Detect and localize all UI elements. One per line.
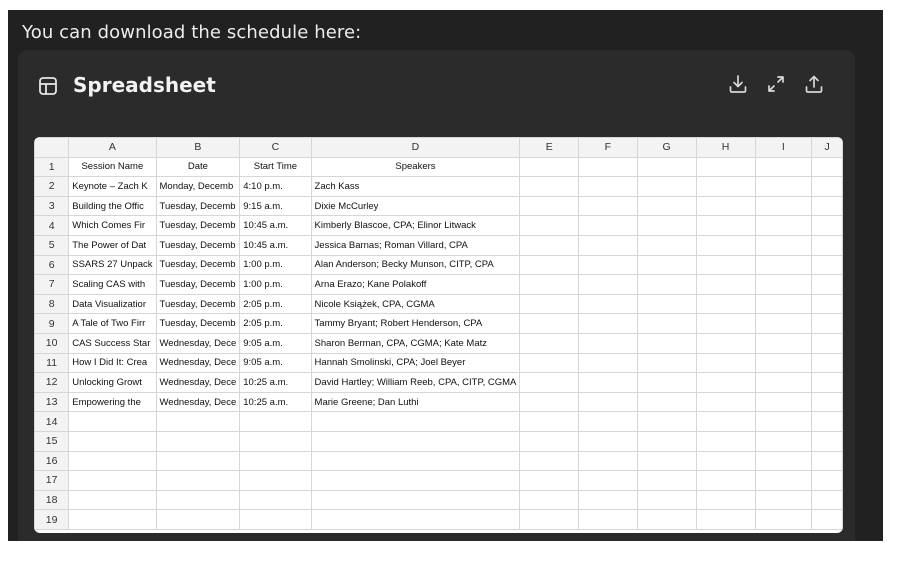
cell-j10[interactable] — [812, 333, 843, 353]
share-icon — [803, 73, 825, 99]
row-header[interactable]: 16 — [35, 451, 69, 471]
row-header[interactable]: 10 — [35, 333, 69, 353]
cell-f2[interactable] — [579, 177, 637, 197]
cell-c16[interactable] — [240, 451, 311, 471]
cell-g16[interactable] — [637, 451, 696, 471]
cell-e13[interactable] — [520, 392, 579, 412]
cell-i19[interactable] — [755, 510, 812, 530]
column-header-d[interactable]: D — [311, 138, 520, 158]
cell-h11[interactable] — [696, 353, 755, 373]
table-row — [35, 392, 843, 412]
cell-h7[interactable] — [696, 275, 755, 295]
cell-j3[interactable] — [812, 196, 843, 216]
cell-f19[interactable] — [579, 510, 637, 530]
table-row — [35, 451, 843, 471]
table-row — [35, 255, 843, 275]
cell-g13[interactable] — [637, 392, 696, 412]
table-row — [35, 412, 843, 432]
cell-d9[interactable]: Tammy Bryant; Robert Henderson, CPA — [311, 314, 520, 334]
column-header-e[interactable]: E — [520, 138, 579, 158]
cell-d14[interactable] — [311, 412, 520, 432]
cell-d2[interactable]: Zach Kass — [311, 177, 520, 197]
cell-b15[interactable] — [156, 431, 240, 451]
cell-d10[interactable]: Sharon Berman, CPA, CGMA; Kate Matz — [311, 333, 520, 353]
cell-c14[interactable] — [240, 412, 311, 432]
cell-h14[interactable] — [696, 412, 755, 432]
cell-e16[interactable] — [520, 451, 579, 471]
cell-h5[interactable] — [696, 235, 755, 255]
cell-h2[interactable] — [696, 177, 755, 197]
expand-button[interactable] — [763, 73, 789, 99]
cell-g19[interactable] — [637, 510, 696, 530]
cell-j11[interactable] — [812, 353, 843, 373]
cell-e11[interactable] — [520, 353, 579, 373]
cell-d19[interactable] — [311, 510, 520, 530]
table-row — [35, 314, 843, 334]
cell-i5[interactable] — [755, 235, 812, 255]
cell-j1[interactable] — [812, 157, 843, 177]
cell-g5[interactable] — [637, 235, 696, 255]
table-row — [35, 157, 843, 177]
cell-d3[interactable]: Dixie McCurley — [311, 196, 520, 216]
cell-f8[interactable] — [579, 294, 637, 314]
table-row — [35, 510, 843, 530]
cell-h15[interactable] — [696, 431, 755, 451]
table-row — [35, 373, 843, 393]
cell-i16[interactable] — [755, 451, 812, 471]
cell-e10[interactable] — [520, 333, 579, 353]
cell-b18[interactable] — [156, 490, 240, 510]
cell-b8[interactable]: Tuesday, Decemb — [156, 294, 240, 314]
cell-g11[interactable] — [637, 353, 696, 373]
cell-i14[interactable] — [755, 412, 812, 432]
cell-g10[interactable] — [637, 333, 696, 353]
row-header[interactable]: 6 — [35, 255, 69, 275]
cell-j16[interactable] — [812, 451, 843, 471]
cell-g17[interactable] — [637, 471, 696, 491]
cell-a18[interactable] — [69, 490, 156, 510]
cell-e14[interactable] — [520, 412, 579, 432]
cell-c7[interactable]: 1:00 p.m. — [240, 275, 311, 295]
cell-b3[interactable]: Tuesday, Decemb — [156, 196, 240, 216]
cell-e2[interactable] — [520, 177, 579, 197]
cell-h9[interactable] — [696, 314, 755, 334]
cell-a9[interactable]: A Tale of Two Firr — [69, 314, 156, 334]
cell-j8[interactable] — [812, 294, 843, 314]
cell-d5[interactable]: Jessica Barnas; Roman Villard, CPA — [311, 235, 520, 255]
cell-h18[interactable] — [696, 490, 755, 510]
cell-b7[interactable]: Tuesday, Decemb — [156, 275, 240, 295]
cell-e7[interactable] — [520, 275, 579, 295]
cell-d8[interactable]: Nicole Książek, CPA, CGMA — [311, 294, 520, 314]
table-row — [35, 275, 843, 295]
cell-a13[interactable]: Empowering the — [69, 392, 156, 412]
cell-b4[interactable]: Tuesday, Decemb — [156, 216, 240, 236]
cell-a11[interactable]: How I Did It: Crea — [69, 353, 156, 373]
cell-e3[interactable] — [520, 196, 579, 216]
cell-j6[interactable] — [812, 255, 843, 275]
cell-b17[interactable] — [156, 471, 240, 491]
cell-f3[interactable] — [579, 196, 637, 216]
cell-f4[interactable] — [579, 216, 637, 236]
cell-a7[interactable]: Scaling CAS with — [69, 275, 156, 295]
column-header-j[interactable]: J — [812, 138, 843, 158]
column-header-row — [35, 138, 843, 158]
cell-g18[interactable] — [637, 490, 696, 510]
row-header[interactable]: 18 — [35, 490, 69, 510]
cell-f17[interactable] — [579, 471, 637, 491]
cell-i13[interactable] — [755, 392, 812, 412]
cell-e15[interactable] — [520, 431, 579, 451]
cell-b19[interactable] — [156, 510, 240, 530]
cell-b13[interactable]: Wednesday, Dece — [156, 392, 240, 412]
cell-c17[interactable] — [240, 471, 311, 491]
column-header-c[interactable]: C — [240, 138, 311, 158]
cell-e17[interactable] — [520, 471, 579, 491]
cell-h10[interactable] — [696, 333, 755, 353]
cell-e4[interactable] — [520, 216, 579, 236]
cell-i17[interactable] — [755, 471, 812, 491]
cell-f16[interactable] — [579, 451, 637, 471]
cell-b10[interactable]: Wednesday, Dece — [156, 333, 240, 353]
cell-e19[interactable] — [520, 510, 579, 530]
cell-g9[interactable] — [637, 314, 696, 334]
cell-c9[interactable]: 2:05 p.m. — [240, 314, 311, 334]
row-header[interactable]: 11 — [35, 353, 69, 373]
row-header[interactable]: 14 — [35, 412, 69, 432]
cell-d6[interactable]: Alan Anderson; Becky Munson, CITP, CPA — [311, 255, 520, 275]
cell-i7[interactable] — [755, 275, 812, 295]
cell-h17[interactable] — [696, 471, 755, 491]
cell-d17[interactable] — [311, 471, 520, 491]
cell-f10[interactable] — [579, 333, 637, 353]
cell-g2[interactable] — [637, 177, 696, 197]
cell-j18[interactable] — [812, 490, 843, 510]
cell-c1[interactable]: Start Time — [240, 157, 311, 177]
cell-a10[interactable]: CAS Success Star — [69, 333, 156, 353]
cell-j17[interactable] — [812, 471, 843, 491]
column-header-g[interactable]: G — [637, 138, 696, 158]
column-header-a[interactable]: A — [69, 138, 156, 158]
cell-a5[interactable]: The Power of Dat — [69, 235, 156, 255]
spreadsheet-grid[interactable] — [34, 137, 843, 533]
cell-c6[interactable]: 1:00 p.m. — [240, 255, 311, 275]
cell-d15[interactable] — [311, 431, 520, 451]
table-row — [35, 431, 843, 451]
cell-a15[interactable] — [69, 431, 156, 451]
cell-f12[interactable] — [579, 373, 637, 393]
cell-a1[interactable]: Session Name — [69, 157, 156, 177]
table-row — [35, 490, 843, 510]
cell-c4[interactable]: 10:45 a.m. — [240, 216, 311, 236]
cell-c12[interactable]: 10:25 a.m. — [240, 373, 311, 393]
row-header[interactable]: 1 — [35, 157, 69, 177]
cell-a19[interactable] — [69, 510, 156, 530]
table-row — [35, 333, 843, 353]
column-header-i[interactable]: I — [755, 138, 812, 158]
cell-f5[interactable] — [579, 235, 637, 255]
cell-e5[interactable] — [520, 235, 579, 255]
cell-b14[interactable] — [156, 412, 240, 432]
row-header[interactable]: 9 — [35, 314, 69, 334]
cell-e1[interactable] — [520, 157, 579, 177]
cell-b16[interactable] — [156, 451, 240, 471]
cell-d11[interactable]: Hannah Smolinski, CPA; Joel Beyer — [311, 353, 520, 373]
cell-a17[interactable] — [69, 471, 156, 491]
cell-a6[interactable]: SSARS 27 Unpack — [69, 255, 156, 275]
cell-f11[interactable] — [579, 353, 637, 373]
cell-d13[interactable]: Marie Greene; Dan Luthi — [311, 392, 520, 412]
cell-i10[interactable] — [755, 333, 812, 353]
cell-f9[interactable] — [579, 314, 637, 334]
cell-g1[interactable] — [637, 157, 696, 177]
chat-response-container — [8, 10, 883, 541]
cell-i15[interactable] — [755, 431, 812, 451]
cell-h1[interactable] — [696, 157, 755, 177]
table-row — [35, 353, 843, 373]
cell-j15[interactable] — [812, 431, 843, 451]
cell-i18[interactable] — [755, 490, 812, 510]
row-header[interactable]: 8 — [35, 294, 69, 314]
cell-j2[interactable] — [812, 177, 843, 197]
cell-a8[interactable]: Data Visualizatior — [69, 294, 156, 314]
table-icon — [38, 76, 58, 96]
cell-g7[interactable] — [637, 275, 696, 295]
cell-a2[interactable]: Keynote – Zach K — [69, 177, 156, 197]
cell-g15[interactable] — [637, 431, 696, 451]
table-row — [35, 294, 843, 314]
table-row — [35, 235, 843, 255]
cell-j19[interactable] — [812, 510, 843, 530]
cell-e12[interactable] — [520, 373, 579, 393]
cell-f15[interactable] — [579, 431, 637, 451]
cell-c19[interactable] — [240, 510, 311, 530]
cell-j7[interactable] — [812, 275, 843, 295]
cell-a14[interactable] — [69, 412, 156, 432]
table-row — [35, 216, 843, 236]
table-row — [35, 196, 843, 216]
cell-i12[interactable] — [755, 373, 812, 393]
cell-h16[interactable] — [696, 451, 755, 471]
expand-icon — [765, 73, 787, 99]
cell-d4[interactable]: Kimberly Blascoe, CPA; Elinor Litwack — [311, 216, 520, 236]
row-header[interactable]: 15 — [35, 431, 69, 451]
cell-a3[interactable]: Building the Offic — [69, 196, 156, 216]
cell-e18[interactable] — [520, 490, 579, 510]
cell-f7[interactable] — [579, 275, 637, 295]
cell-c15[interactable] — [240, 431, 311, 451]
row-header[interactable]: 12 — [35, 373, 69, 393]
cell-h4[interactable] — [696, 216, 755, 236]
cell-i1[interactable] — [755, 157, 812, 177]
cell-j5[interactable] — [812, 235, 843, 255]
cell-d12[interactable]: David Hartley; William Reeb, CPA, CITP, CGMA — [311, 373, 520, 393]
cell-j4[interactable] — [812, 216, 843, 236]
cell-g12[interactable] — [637, 373, 696, 393]
cell-f14[interactable] — [579, 412, 637, 432]
table-row — [35, 471, 843, 491]
cell-i2[interactable] — [755, 177, 812, 197]
table-row — [35, 177, 843, 197]
cell-d16[interactable] — [311, 451, 520, 471]
cell-h6[interactable] — [696, 255, 755, 275]
cell-c18[interactable] — [240, 490, 311, 510]
row-header[interactable]: 2 — [35, 177, 69, 197]
cell-d18[interactable] — [311, 490, 520, 510]
cell-c5[interactable]: 10:45 a.m. — [240, 235, 311, 255]
cell-b1[interactable]: Date — [156, 157, 240, 177]
cell-a12[interactable]: Unlocking Growt — [69, 373, 156, 393]
cell-b6[interactable]: Tuesday, Decemb — [156, 255, 240, 275]
cell-a16[interactable] — [69, 451, 156, 471]
cell-i3[interactable] — [755, 196, 812, 216]
cell-f13[interactable] — [579, 392, 637, 412]
cell-c3[interactable]: 9:15 a.m. — [240, 196, 311, 216]
column-header-f[interactable]: F — [579, 138, 637, 158]
cell-j14[interactable] — [812, 412, 843, 432]
row-header[interactable]: 5 — [35, 235, 69, 255]
panel-title: Spreadsheet — [73, 73, 216, 97]
cell-e8[interactable] — [520, 294, 579, 314]
cell-c11[interactable]: 9:05 a.m. — [240, 353, 311, 373]
cell-h12[interactable] — [696, 373, 755, 393]
cell-b12[interactable]: Wednesday, Dece — [156, 373, 240, 393]
cell-j12[interactable] — [812, 373, 843, 393]
cell-h13[interactable] — [696, 392, 755, 412]
cell-g8[interactable] — [637, 294, 696, 314]
cell-i9[interactable] — [755, 314, 812, 334]
cell-b9[interactable]: Tuesday, Decemb — [156, 314, 240, 334]
cell-f6[interactable] — [579, 255, 637, 275]
row-header[interactable]: 7 — [35, 275, 69, 295]
column-header-h[interactable]: H — [696, 138, 755, 158]
download-icon — [727, 73, 749, 99]
row-header[interactable]: 13 — [35, 392, 69, 412]
share-button[interactable] — [801, 73, 827, 99]
cell-f1[interactable] — [579, 157, 637, 177]
cell-i4[interactable] — [755, 216, 812, 236]
cell-h19[interactable] — [696, 510, 755, 530]
cell-e9[interactable] — [520, 314, 579, 334]
cell-b11[interactable]: Wednesday, Dece — [156, 353, 240, 373]
cell-j13[interactable] — [812, 392, 843, 412]
cell-b2[interactable]: Monday, Decemb — [156, 177, 240, 197]
cell-f18[interactable] — [579, 490, 637, 510]
cell-c8[interactable]: 2:05 p.m. — [240, 294, 311, 314]
cell-d7[interactable]: Arna Erazo; Kane Polakoff — [311, 275, 520, 295]
cell-g4[interactable] — [637, 216, 696, 236]
cell-i11[interactable] — [755, 353, 812, 373]
spreadsheet-table — [34, 137, 843, 530]
cell-j9[interactable] — [812, 314, 843, 334]
cell-i8[interactable] — [755, 294, 812, 314]
row-header[interactable]: 4 — [35, 216, 69, 236]
cell-c13[interactable]: 10:25 a.m. — [240, 392, 311, 412]
corner-cell[interactable] — [35, 138, 69, 158]
cell-i6[interactable] — [755, 255, 812, 275]
cell-g14[interactable] — [637, 412, 696, 432]
intro-text: You can download the schedule here: — [22, 22, 362, 43]
cell-g3[interactable] — [637, 196, 696, 216]
cell-c2[interactable]: 4:10 p.m. — [240, 177, 311, 197]
column-header-b[interactable]: B — [156, 138, 240, 158]
cell-h8[interactable] — [696, 294, 755, 314]
cell-e6[interactable] — [520, 255, 579, 275]
download-button[interactable] — [725, 73, 751, 99]
cell-b5[interactable]: Tuesday, Decemb — [156, 235, 240, 255]
cell-a4[interactable]: Which Comes Fir — [69, 216, 156, 236]
cell-h3[interactable] — [696, 196, 755, 216]
spreadsheet-panel — [18, 50, 855, 541]
cell-g6[interactable] — [637, 255, 696, 275]
row-header[interactable]: 17 — [35, 471, 69, 491]
cell-c10[interactable]: 9:05 a.m. — [240, 333, 311, 353]
cell-d1[interactable]: Speakers — [311, 157, 520, 177]
row-header[interactable]: 3 — [35, 196, 69, 216]
row-header[interactable]: 19 — [35, 510, 69, 530]
